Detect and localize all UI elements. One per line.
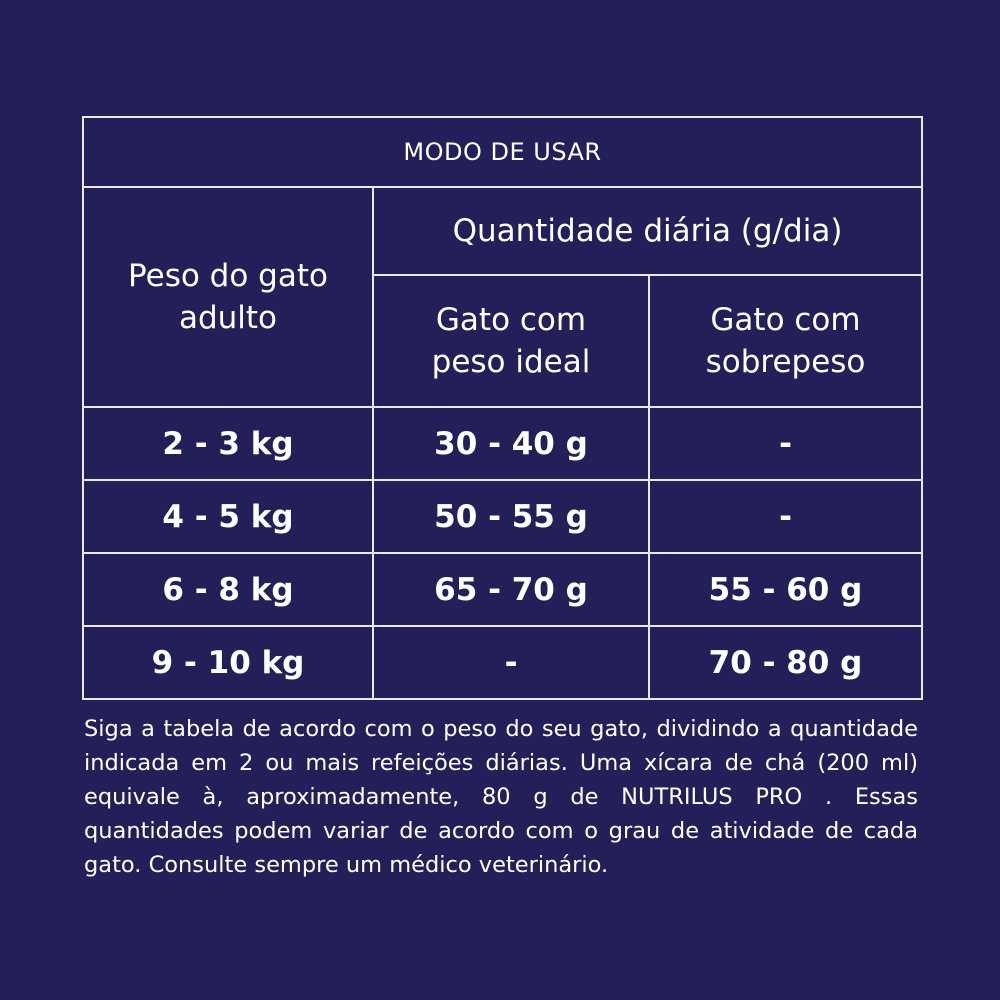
usage-note: Siga a tabela de acordo com o peso do seu gato, dividindo a quantidade indicada em 2 ou mais refeições diárias. Uma xícara de chá (200 ml) equivale à, aproximadamente, 80 g de NUTRILUS PRO . Essas quantidades podem variar de acordo com o grau de atividade de cada gato. Consulte sempre um médico veterinário. (84, 716, 918, 878)
overweight-amount-cell: 55 - 60 g (649, 553, 922, 626)
ideal-amount-cell: 30 - 40 g (373, 407, 649, 480)
overweight-amount-cell: - (649, 480, 922, 553)
weight-cell: 9 - 10 kg (83, 626, 373, 699)
table-row (83, 480, 922, 553)
table-row (83, 626, 922, 699)
ideal-amount-cell: 50 - 55 g (373, 480, 649, 553)
weight-cell: 2 - 3 kg (83, 407, 373, 480)
header-row-1 (83, 187, 922, 275)
quantity-header: Quantidade diária (g/dia) (373, 187, 922, 275)
weight-header-label: Peso do gato adulto (128, 258, 328, 336)
table-row (83, 407, 922, 480)
weight-cell: 4 - 5 kg (83, 480, 373, 553)
overweight-amount-cell: - (649, 407, 922, 480)
overweight-amount-cell: 70 - 80 g (649, 626, 922, 699)
overweight-header-label: Gato com sobrepeso (705, 302, 866, 380)
table-title: MODO DE USAR (83, 117, 922, 187)
weight-header (83, 187, 373, 407)
weight-cell: 6 - 8 kg (83, 553, 373, 626)
overweight-header (649, 275, 922, 407)
ideal-amount-cell: 65 - 70 g (373, 553, 649, 626)
ideal-amount-cell: - (373, 626, 649, 699)
ideal-weight-header (373, 275, 649, 407)
ideal-weight-header-label: Gato com peso ideal (431, 302, 591, 380)
feeding-table (82, 116, 923, 700)
title-row (83, 117, 922, 187)
table-row (83, 553, 922, 626)
